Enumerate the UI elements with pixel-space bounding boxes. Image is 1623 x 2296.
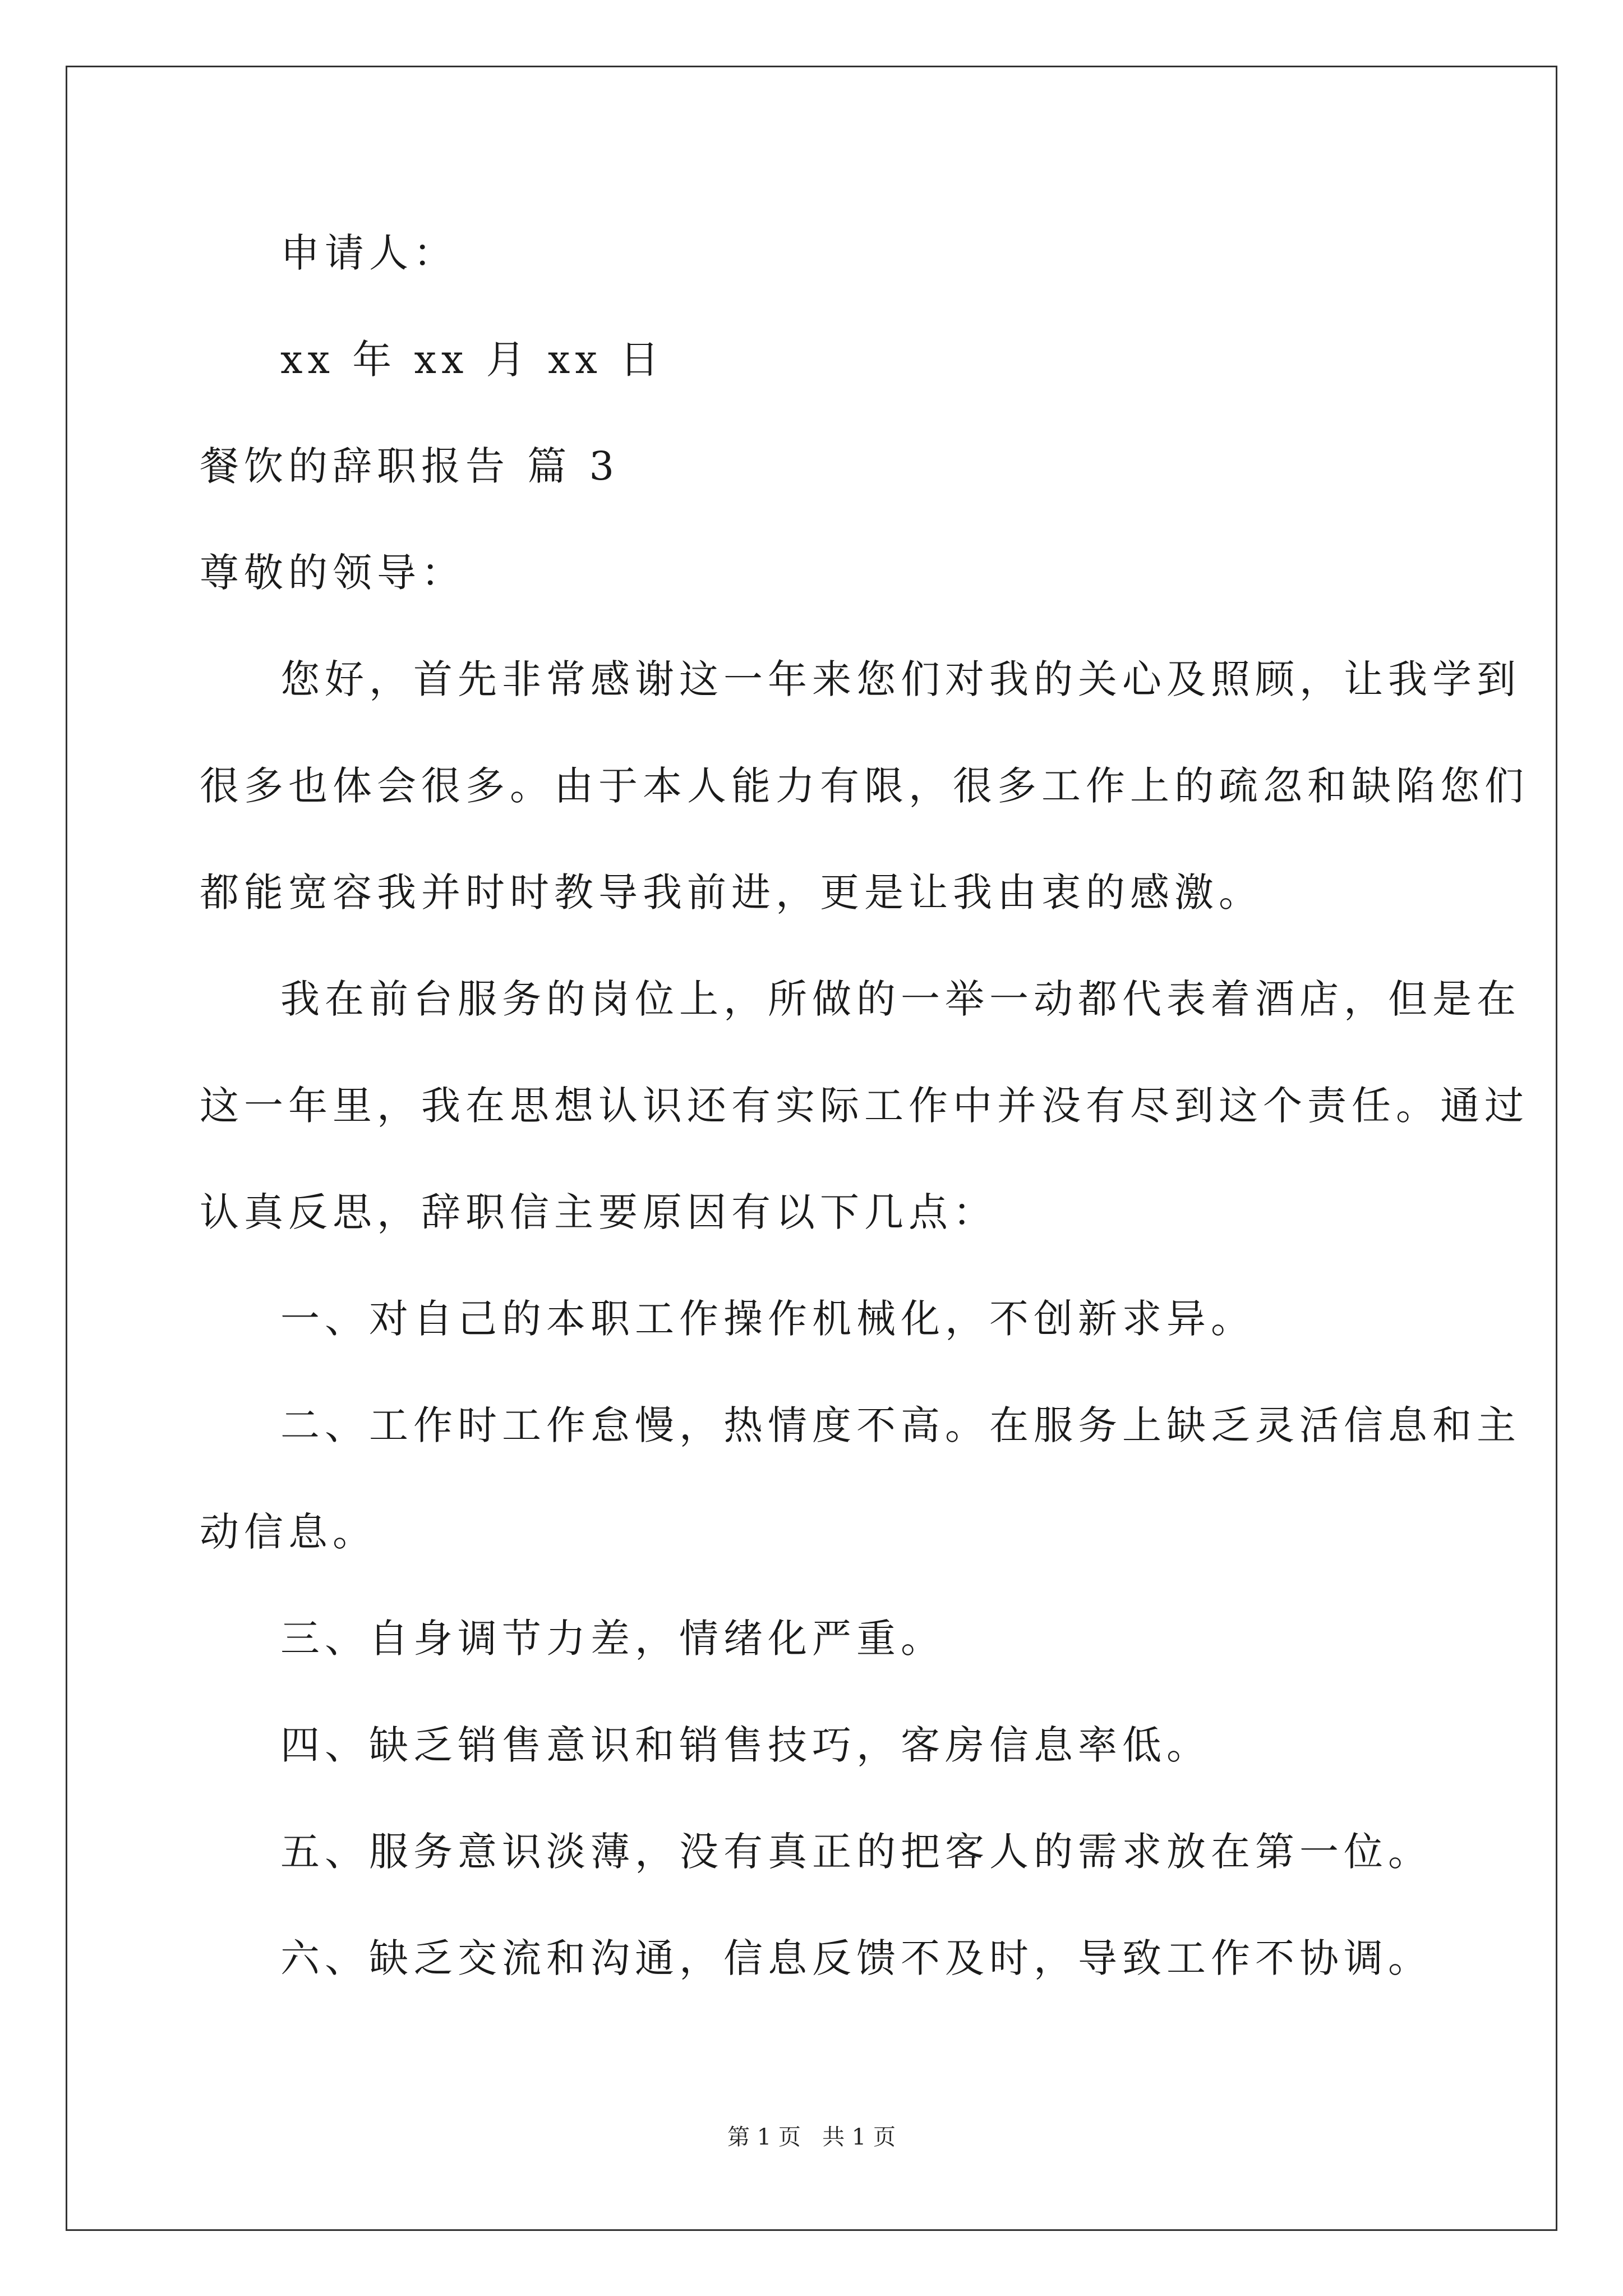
salutation: 尊敬的领导：: [200, 550, 465, 596]
reason-4: 四、缺乏销售意识和销售技巧，客房信息率低。: [280, 1722, 1211, 1768]
reason-2-line-2: 动信息。: [200, 1509, 377, 1555]
reason-6: 六、缺乏交流和沟通，信息反馈不及时，导致工作不协调。: [280, 1935, 1432, 1981]
applicant-label: 申请人：: [280, 230, 458, 276]
reason-5: 五、服务意识淡薄，没有真正的把客人的需求放在第一位。: [280, 1829, 1432, 1875]
reason-2-line-1: 二、工作时工作怠慢，热情度不高。在服务上缺乏灵活信息和主: [280, 1402, 1521, 1448]
paragraph-2-line-2: 这一年里，我在思想认识还有实际工作中并没有尽到这个责任。通过: [200, 1083, 1529, 1129]
date-line: xx 年 xx 月 xx 日: [280, 337, 665, 383]
paragraph-2-line-1: 我在前台服务的岗位上，所做的一举一动都代表着酒店，但是在: [280, 976, 1521, 1022]
paragraph-1-line-3: 都能宽容我并时时教导我前进，更是让我由衷的感激。: [200, 869, 1263, 915]
page-number-footer: 第 1 页 共 1 页: [727, 2124, 896, 2150]
paragraph-2-line-3: 认真反思，辞职信主要原因有以下几点：: [200, 1189, 997, 1235]
paragraph-1-line-1: 您好，首先非常感谢这一年来您们对我的关心及照顾，让我学到: [280, 656, 1521, 702]
reason-1: 一、对自己的本职工作操作机械化，不创新求异。: [280, 1296, 1255, 1342]
reason-3: 三、自身调节力差，情绪化严重。: [280, 1616, 945, 1662]
section-heading: 餐饮的辞职报告 篇 3: [200, 443, 620, 489]
page-border: [66, 66, 1557, 2231]
paragraph-1-line-2: 很多也体会很多。由于本人能力有限，很多工作上的疏忽和缺陷您们: [200, 763, 1529, 809]
